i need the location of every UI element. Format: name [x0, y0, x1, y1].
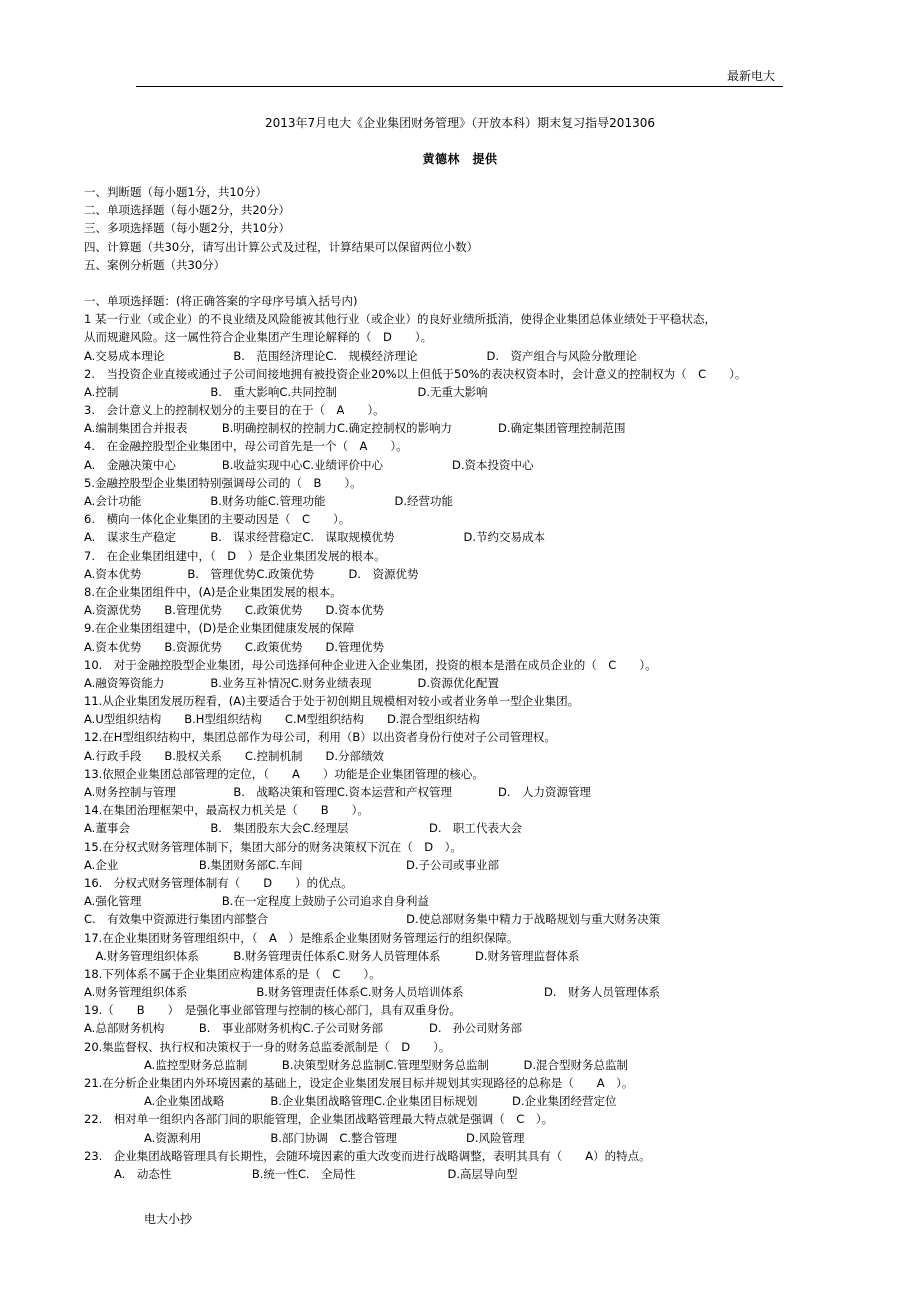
- text-line: 3. 会计意义上的控制权划分的主要目的在于（ A ）。: [84, 403, 385, 418]
- text-line: 15.在分权式财务管理体制下，集团大部分的财务决策权下沉在（ D ）。: [84, 839, 462, 854]
- header-label: 最新电大: [727, 69, 776, 83]
- text-line: 17.在企业集团财务管理组织中，（ A ）是维系企业集团财务管理运行的组织保障。: [84, 930, 519, 945]
- document-body: [84, 183, 834, 1183]
- text-line: A.会计功能 B.财务功能C.管理功能 D.经营功能: [84, 494, 454, 508]
- text-line: [84, 274, 834, 292]
- text-line: 10. 对于金融控股型企业集团，母公司选择何种企业进入企业集团，投资的根本是潜在成员企业的（ C ）。: [84, 657, 657, 672]
- text-line: 9.在企业集团组建中，(D)是企业集团健康发展的保障: [84, 621, 355, 636]
- text-line: A.融资筹资能力 B.业务互补情况C.财务业绩表现 D.资源优化配置: [84, 675, 500, 690]
- text-line: 6. 横向一体化企业集团的主要动因是（ C ）。: [84, 512, 351, 527]
- text-line: A.董事会 B. 集团股东大会C.经理层 D. 职工代表大会: [84, 821, 523, 836]
- text-line: A.企业集团战略 B.企业集团战略管理C.企业集团目标规划 D.企业集团经营定位: [144, 1094, 617, 1109]
- text-line: 14.在集团治理框架中，最高权力机关是（ B ）。: [84, 803, 369, 818]
- text-line: 2. 当投资企业直接或通过子公司间接地拥有被投资企业20%以上但低于50%的表决权资本时，会计意义的控制权为（ C ）。: [84, 366, 747, 381]
- text-line: 从而规避风险。这一属性符合企业集团产生理论解释的（ D ）。: [84, 330, 433, 345]
- text-line: A.资源优势 B.管理优势 C.政策优势 D.资本优势: [84, 603, 385, 618]
- text-line: 二、单项选择题（每小题2分，共20分）: [84, 203, 290, 218]
- text-line: A.强化管理 B.在一定程度上鼓励子公司追求自身利益: [84, 894, 429, 909]
- text-line: A.编制集团合并报表 B.明确控制权的控制力C.确定控制权的影响力 D.确定集团管理控制范围: [84, 421, 626, 436]
- text-line: 1 某一行业（或企业）的不良业绩及风险能被其他行业（或企业）的良好业绩所抵消，使得企业集团总体业绩处于平稳状态，: [84, 312, 716, 327]
- text-line: 四、计算题（共30分，请写出计算公式及过程，计算结果可以保留两位小数）: [84, 239, 479, 254]
- text-line: 23. 企业集团战略管理具有长期性，会随环境因素的重大改变而进行战略调整，表明其具有（ A）的特点。: [84, 1148, 651, 1163]
- text-line: 19.（ B ） 是强化事业部管理与控制的核心部门，具有双重身份。: [84, 1003, 461, 1018]
- text-line: A.财务管理组织体系 B.财务管理责任体系C.财务人员管理体系 D.财务管理监督体系: [84, 948, 580, 963]
- text-line: 16. 分权式财务管理体制有（ D ）的优点。: [84, 875, 353, 890]
- text-line: 21.在分析企业集团内外环境因素的基础上，设定企业集团发展目标并规划其实现路径的总称是（ A ）。: [84, 1076, 634, 1090]
- text-line: 5.金融控股型企业集团特别强调母公司的（ B ）。: [84, 475, 362, 490]
- text-line: A.资本优势 B.资源优势 C.政策优势 D.管理优势: [84, 639, 385, 654]
- text-line: 11.从企业集团发展历程看，(A)主要适合于处于初创期且规模相对较小或者业务单一型企业集团。: [84, 694, 580, 709]
- text-line: 7. 在企业集团组建中，（ D ）是企业集团发展的根本。: [84, 548, 386, 563]
- document-title: 2013年7月电大《企业集团财务管理》（开放本科）期末复习指导201306: [265, 116, 655, 130]
- text-line: 三、多项选择题（每小题2分，共10分）: [84, 221, 290, 236]
- text-line: 五、案例分析题（共30分）: [84, 257, 226, 272]
- text-line: C. 有效集中资源进行集团内部整合 D.使总部财务集中精力于战略规划与重大财务决策: [84, 912, 661, 927]
- text-line: 18.下列体系不属于企业集团应构建体系的是（ C ）。: [84, 966, 381, 981]
- text-line: A.控制 B. 重大影响C.共同控制 D.无重大影响: [84, 384, 488, 399]
- text-line: 12.在H型组织结构中，集团总部作为母公司，利用（B）以出资者身份行使对子公司管理权。: [84, 730, 556, 745]
- text-line: 一、判断题（每小题1分，共10分）: [84, 185, 267, 199]
- header-rule: [136, 86, 783, 87]
- text-line: A.交易成本理论 B. 范围经济理论C. 规模经济理论 D. 资产组合与风险分散理论: [84, 348, 638, 363]
- text-line: A.资源利用 B.部门协调 C.整合管理 D.风险管理: [144, 1130, 525, 1145]
- document-author: 黄德林 提供: [422, 152, 498, 166]
- text-line: A.财务控制与管理 B. 战略决策和管理C.资本运营和产权管理 D. 人力资源管理: [84, 785, 592, 799]
- text-line: A.U型组织结构 B.H型组织结构 C.M型组织结构 D.混合型组织结构: [84, 712, 481, 727]
- text-line: A.行政手段 B.股权关系 C.控制机制 D.分部绩效: [84, 748, 385, 763]
- text-line: A.资本优势 B. 管理优势C.政策优势 D. 资源优势: [84, 566, 419, 581]
- footer-label: 电大小抄: [144, 1212, 193, 1226]
- text-line: A. 动态性 B.统一性C. 全局性 D.高层导向型: [114, 1166, 518, 1181]
- text-line: A.财务管理组织体系 B.财务管理责任体系C.财务人员培训体系 D. 财务人员管理体系: [84, 985, 661, 1000]
- text-line: 22. 相对单一组织内各部门间的职能管理，企业集团战略管理最大特点就是强调（ C ）。: [84, 1112, 554, 1127]
- text-line: A.总部财务机构 B. 事业部财务机构C.子公司财务部 D. 孙公司财务部: [84, 1021, 523, 1036]
- text-line: A.监控型财务总监制 B.决策型财务总监制C.管理型财务总监制 D.混合型财务总监制: [144, 1057, 629, 1072]
- text-line: 8.在企业集团组件中，(A)是企业集团发展的根本。: [84, 584, 342, 599]
- text-line: 20.集监督权、执行权和决策权于一身的财务总监委派制是（ D ）。: [84, 1039, 451, 1054]
- text-line: A.企业 B.集团财务部C.车间 D.子公司或事业部: [84, 857, 500, 872]
- text-line: 一、单项选择题：(将正确答案的字母序号填入括号内): [84, 293, 358, 308]
- text-line: 13.依照企业集团总部管理的定位，（ A ）功能是企业集团管理的核心。: [84, 766, 484, 781]
- text-line: A. 谋求生产稳定 B. 谋求经营稳定C. 谋取规模优势 D.节约交易成本: [84, 530, 546, 545]
- text-line: 4. 在金融控股型企业集团中，母公司首先是一个（ A ）。: [84, 439, 408, 454]
- text-line: A. 金融决策中心 B.收益实现中心C.业绩评价中心 D.资本投资中心: [84, 457, 534, 472]
